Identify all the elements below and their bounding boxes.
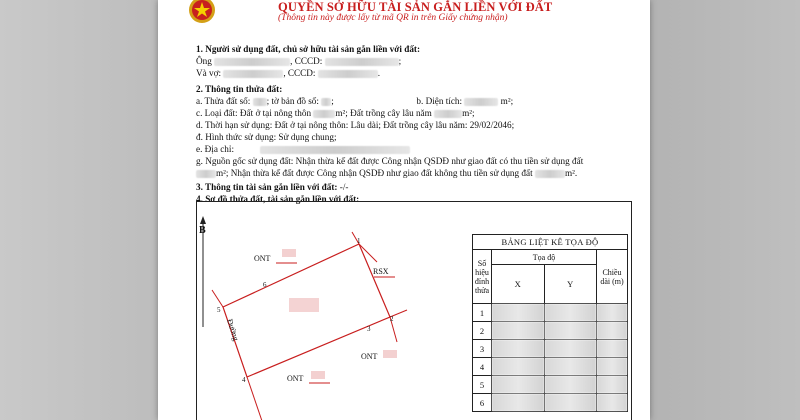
redacted-x [492,304,545,322]
parcel-sketch [196,201,632,420]
table-row [473,340,628,358]
redacted-y [544,304,597,322]
section3-line: 3. Thông tin tài sản gắn liền với đất: -/- [196,182,349,192]
national-emblem-icon [184,0,220,26]
origin-line-2: m²; Nhận thừa kế đất được Công nhận QSDĐ như giao đất không thu tiền sử dụng đất m². [196,168,577,178]
redacted-ont-right-id [383,350,397,358]
background-right [650,0,800,420]
document-page [158,0,650,420]
redacted-spouse-id [318,70,378,78]
section1-heading: 1. Người sử dụng đất, chủ sở hữu tài sản gắn liền với đất: [196,44,421,54]
ont-label-right: ONT [361,352,378,361]
vertex-label-2: 2 [390,315,394,323]
table-row [473,322,628,340]
redacted-area [464,98,498,106]
land-type-line: c. Loại đất: Đất ở tại nông thôn m²; Đất trồng cây lâu năm m²; [196,108,475,118]
redacted-length [597,394,628,412]
vertex-label-6: 6 [263,281,267,289]
redacted-origin-area-1 [196,170,216,178]
column-header-coordinates: Tọa độ [492,250,597,265]
ont-label-top: ONT [254,254,271,263]
redacted-origin-area-2 [535,170,565,178]
road-line-2 [247,377,262,420]
redacted-y [544,322,597,340]
origin-line-1: g. Nguồn gốc sử dụng đất: Nhận thừa kế đất được Công nhận QSDĐ như giao đất có thu tiền sử dụng đất [196,156,584,166]
redacted-y [544,340,597,358]
redacted-ont-top-id [282,249,296,257]
table-row [473,304,628,322]
redacted-parcel-number [253,98,267,106]
redacted-parcel-info [289,298,319,312]
parcel-number-line: a. Thửa đất số: ; tờ bản đồ số: ; b. Diện tích: m²; [196,96,514,106]
table-title: BẢNG LIỆT KÊ TỌA ĐỘ [473,235,628,250]
redacted-x [492,376,545,394]
redacted-ont-bottom-id [311,371,325,379]
redacted-length [597,304,628,322]
document-subtitle: (Thông tin này được lấy từ mã QR in trên Giấy chứng nhận) [278,13,508,23]
redacted-residential-area [313,110,335,118]
vertex-label-5: 5 [217,306,221,314]
coordinate-table [472,234,628,412]
redacted-address [260,146,410,154]
redacted-length [597,340,628,358]
boundary-extension-2 [359,244,377,262]
road-label: Đường [225,317,241,342]
redacted-perennial-area [434,110,462,118]
redacted-length [597,376,628,394]
vertex-number: 1 [473,304,492,322]
redacted-owner-name [214,58,290,66]
vertex-number: 6 [473,394,492,412]
table-row [473,394,628,412]
redacted-map-number [321,98,331,106]
background-left [0,0,158,420]
vertex-label-1: 1 [357,237,361,245]
north-label: B [199,225,206,236]
redacted-length [597,322,628,340]
vertex-number: 4 [473,358,492,376]
spouse-line: Và vợ: , CCCD: . [196,68,381,78]
redacted-x [492,340,545,358]
redacted-length [597,358,628,376]
section4-heading: 4. Sơ đồ thửa đất, tài sản gắn liền với đất: [196,194,360,204]
column-header-length: Chiều dài (m) [597,250,628,304]
table-row [473,376,628,394]
table-row [473,358,628,376]
usage-term-line: d. Thời hạn sử dụng: Đất ở tại nông thôn: Lâu dài; Đất trồng cây lâu năm: 29/02/2046; [196,120,515,130]
column-header-y: Y [544,265,597,304]
redacted-y [544,358,597,376]
redacted-owner-id [325,58,399,66]
redacted-spouse-name [223,70,283,78]
column-header-vertex: Số hiệu đỉnh thửa [473,250,492,304]
redacted-x [492,322,545,340]
document-title: QUYỀN SỞ HỮU TÀI SẢN GẮN LIỀN VỚI ĐẤT [278,0,553,14]
section2-heading: 2. Thông tin thửa đất: [196,84,283,94]
vertex-label-3: 3 [367,325,371,333]
rsx-label: RSX [373,267,389,276]
column-header-x: X [492,265,545,304]
north-arrow-icon [200,216,206,224]
usage-form-line: đ. Hình thức sử dụng: Sử dụng chung; [196,132,337,142]
coordinate-table-wrap [472,234,628,412]
owner-line: Ông , CCCD: ; [196,56,402,66]
redacted-x [492,394,545,412]
vertex-label-4: 4 [242,376,246,384]
ont-label-bottom: ONT [287,374,304,383]
road-line-1 [212,290,223,307]
vertex-number: 2 [473,322,492,340]
redacted-y [544,394,597,412]
redacted-y [544,376,597,394]
vertex-number: 3 [473,340,492,358]
redacted-x [492,358,545,376]
address-line: e. Địa chỉ: [196,144,410,154]
vertex-number: 5 [473,376,492,394]
